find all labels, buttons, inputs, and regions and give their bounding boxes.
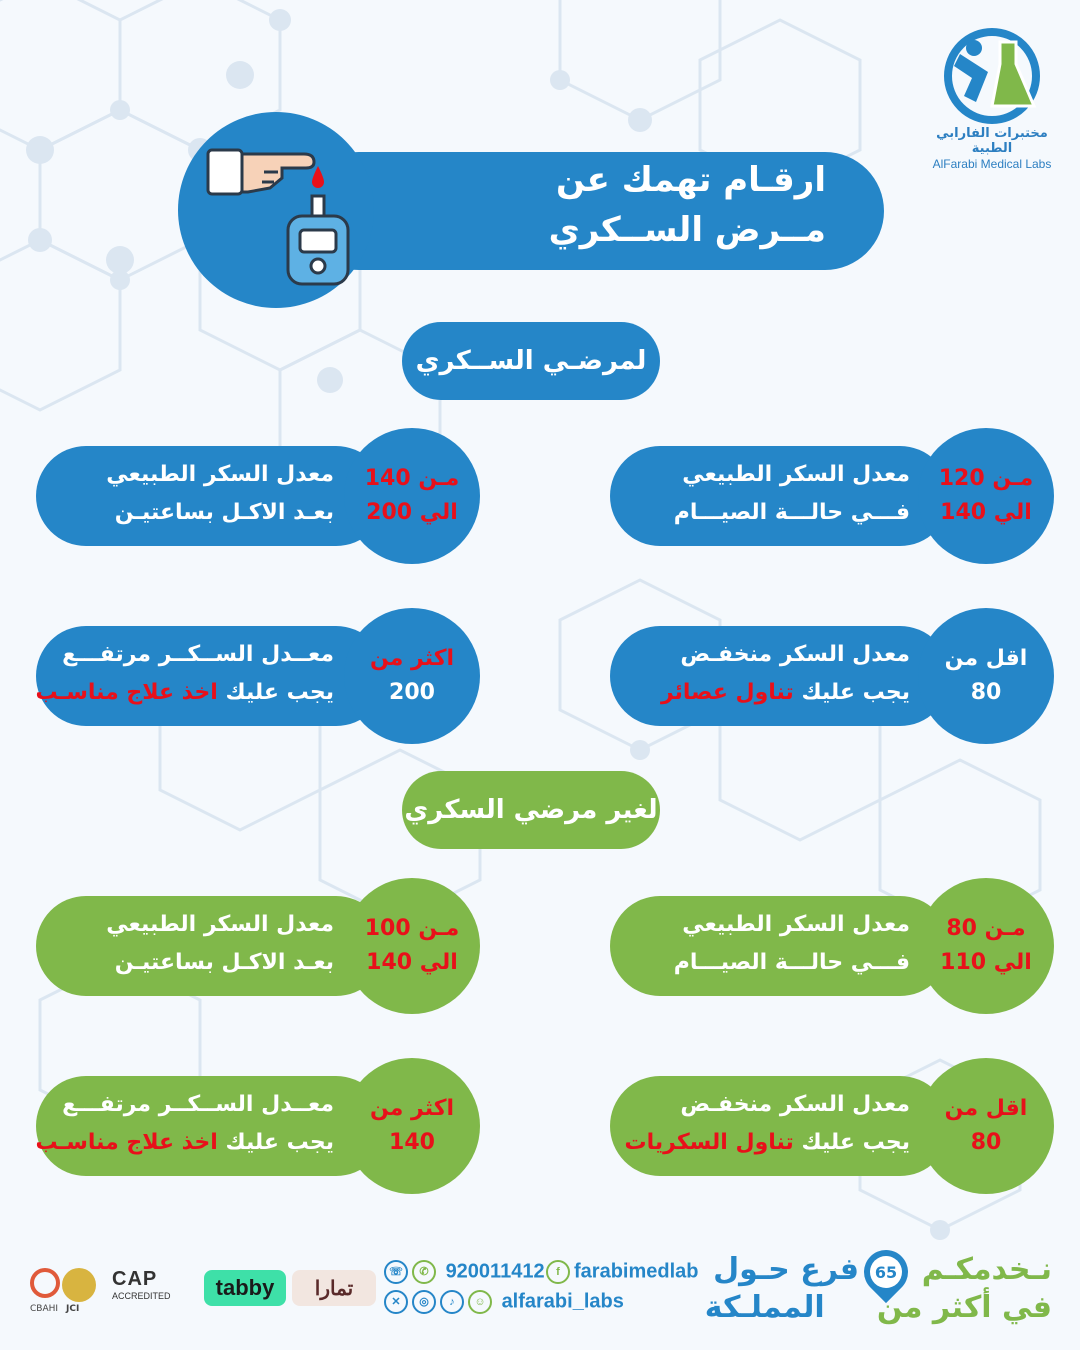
card-line2: يجب عليك تناول عصائر [660, 680, 910, 705]
brand-name-en: AlFarabi Medical Labs [932, 157, 1052, 171]
card-line1: معدل السكر الطبيعي [682, 912, 910, 937]
contact-phone[interactable] [384, 1260, 545, 1284]
cbahi-seal-icon [30, 1268, 60, 1298]
tabby-badge: tabby [204, 1270, 286, 1306]
header-icon-circle [178, 112, 374, 308]
card-line1: معدل السكر الطبيعي [106, 462, 334, 487]
snapchat-icon: ☺ [468, 1290, 492, 1314]
range-circle [918, 428, 1054, 564]
card-line1: معدل السكر منخفـض [680, 642, 910, 667]
jci-label: JCI [66, 1304, 80, 1314]
glucose-meter-icon [178, 112, 374, 308]
range-line2: 140 [389, 1130, 435, 1155]
brand-name-ar: مختبرات الفارابي الطبية [936, 126, 1048, 156]
range-line1: اقل من [944, 1096, 1028, 1121]
range-line1: اكثر من [369, 1096, 455, 1121]
range-circle [344, 878, 480, 1014]
cap-accredited-badge: CAP ACCREDITED [112, 1268, 171, 1301]
range-circle [344, 608, 480, 744]
instagram-icon: ◎ [412, 1290, 436, 1314]
contact-social[interactable] [384, 1290, 624, 1314]
range-line1: مـن 140 [364, 466, 460, 491]
range-circle [344, 1058, 480, 1194]
footer-tagline-line2: في أكثر من المملـكة [704, 1290, 1052, 1325]
tamara-badge: تمارا [292, 1270, 376, 1306]
range-line1: مـن 100 [364, 916, 460, 941]
range-circle [918, 608, 1054, 744]
range-line1: اقل من [944, 646, 1028, 671]
card-line2: يجب عليك اخذ علاج مناسـب [35, 1130, 334, 1155]
range-circle [344, 428, 480, 564]
range-line1: مـن 80 [946, 916, 1026, 941]
range-line2: الي 140 [940, 500, 1032, 525]
brand-logo [924, 24, 1060, 174]
card-line2: بعـد الاكـل بساعتيـن [114, 950, 334, 975]
card-line2: فـــي حالـــة الصيـــام [673, 500, 910, 525]
whatsapp-icon: ✆ [412, 1260, 436, 1284]
range-line2: 200 [389, 680, 435, 705]
card-line2: بعـد الاكـل بساعتيـن [114, 500, 334, 525]
range-circle [918, 1058, 1054, 1194]
card-line1: معــدل الســكــر مرتفـــع [62, 1092, 334, 1117]
range-circle [918, 878, 1054, 1014]
jci-seal-icon [62, 1268, 96, 1302]
header-title-line2: مــرض الســكري [548, 210, 826, 250]
social-handle: alfarabi_labs [501, 1290, 624, 1313]
contact-facebook[interactable] [546, 1260, 698, 1284]
range-line2: الي 200 [366, 500, 458, 525]
card-line2: يجب عليك اخذ علاج مناسـب [35, 680, 334, 705]
x-icon: ✕ [384, 1290, 408, 1314]
card-line1: معدل السكر الطبيعي [106, 912, 334, 937]
range-line1: اكثر من [369, 646, 455, 671]
card-line1: معدل السكر الطبيعي [682, 462, 910, 487]
range-line2: الي 140 [366, 950, 458, 975]
phone-icon: ☏ [384, 1260, 408, 1284]
range-line1: مـن 120 [938, 466, 1034, 491]
facebook-icon: f [546, 1260, 570, 1284]
header-title-line1: ارقـام تهمك عن [556, 160, 826, 200]
section-title-non-diabetic: لغير مرضي السكري [402, 771, 660, 849]
card-line2: يجب عليك تناول السكريات [624, 1130, 910, 1155]
facebook-handle: farabimedlab [574, 1260, 699, 1283]
lab-flask-logo-icon [930, 24, 1054, 124]
section-title-diabetic: لمرضـي الســكري [402, 322, 660, 400]
card-line2: فـــي حالـــة الصيـــام [673, 950, 910, 975]
tiktok-icon: ♪ [440, 1290, 464, 1314]
range-line2: الي 110 [940, 950, 1032, 975]
range-line2: 80 [970, 680, 1002, 705]
branch-count: 65 [870, 1256, 902, 1288]
range-line2: 80 [970, 1130, 1002, 1155]
cbahi-label: CBAHI [30, 1304, 59, 1314]
footer-tagline-line1: نـخدمكـم فرع حـول [713, 1252, 1052, 1287]
phone-number: 920011412 [445, 1260, 545, 1283]
card-line1: معــدل الســكــر مرتفـــع [62, 642, 334, 667]
card-line1: معدل السكر منخفـض [680, 1092, 910, 1117]
